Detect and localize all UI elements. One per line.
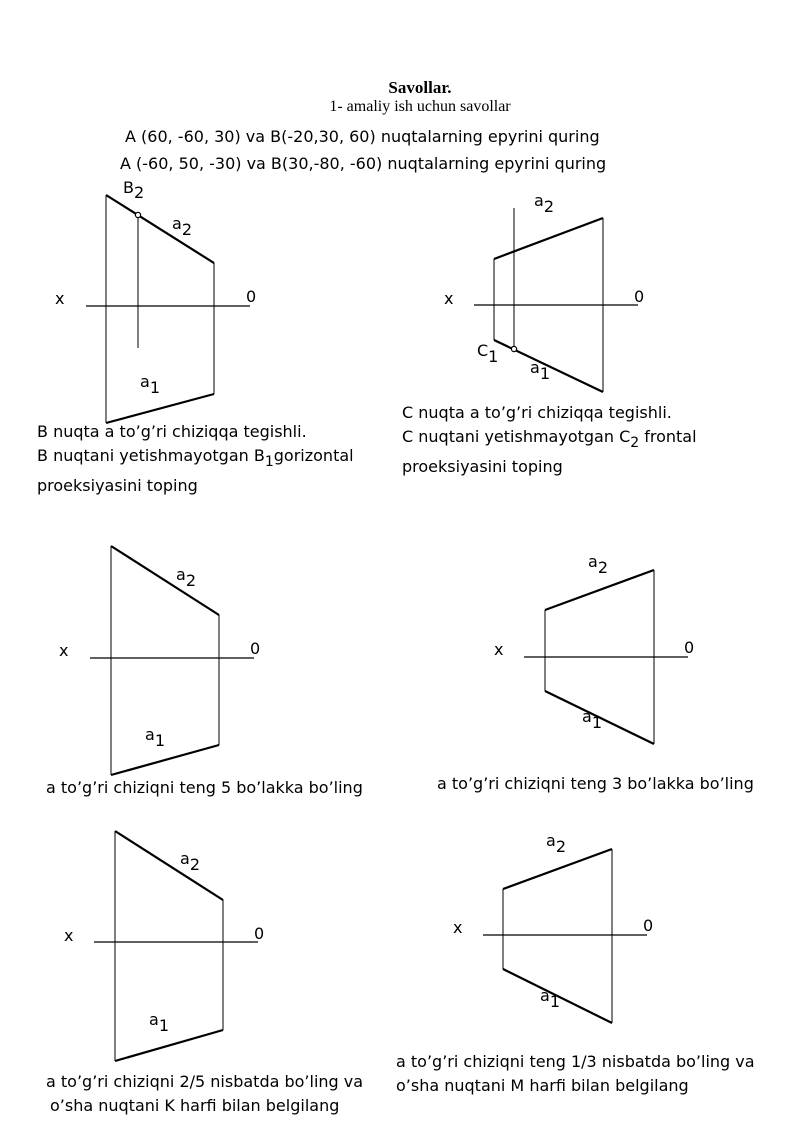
problem-6-line-2: o’sha nuqtani M harfi bilan belgilang bbox=[396, 1076, 689, 1095]
problem-2-line-1: C nuqta a to’g’ri chiziqqa tegishli. bbox=[402, 403, 672, 422]
a2-label: a2 bbox=[180, 849, 200, 874]
epure-4 bbox=[524, 570, 688, 744]
a2-label: a2 bbox=[176, 565, 196, 590]
a2-label: a2 bbox=[588, 552, 608, 577]
zero-label: 0 bbox=[643, 916, 654, 935]
x-label: x bbox=[55, 289, 65, 308]
a2-label: a2 bbox=[172, 214, 192, 239]
problem-1-line-1: B nuqta a to’g’ri chiziqqa tegishli. bbox=[37, 422, 307, 441]
a1-label: a1 bbox=[540, 986, 560, 1011]
a1-label: a1 bbox=[149, 1010, 169, 1035]
epure-1 bbox=[86, 195, 250, 423]
problem-5-line-1: a to’g’ri chiziqni 2/5 nisbatda bo’ling va bbox=[46, 1072, 364, 1091]
problem-6-caption bbox=[396, 1050, 755, 1098]
line-a2 bbox=[494, 218, 603, 259]
point-b2 bbox=[135, 212, 140, 217]
x-label: x bbox=[494, 640, 504, 659]
c1-label: C1 bbox=[477, 341, 499, 366]
a2-label: a2 bbox=[546, 831, 566, 856]
problem-6-line-1: a to’g’ri chiziqni teng 1/3 nisbatda bo’ling va bbox=[396, 1052, 755, 1071]
epure-5 bbox=[94, 831, 258, 1061]
a2-label: a2 bbox=[534, 191, 554, 216]
point-c1 bbox=[511, 346, 516, 351]
x-label: x bbox=[453, 918, 463, 937]
problem-2-caption bbox=[402, 401, 697, 479]
problem-1-caption bbox=[37, 420, 354, 498]
zero-label: 0 bbox=[246, 287, 257, 306]
labels-4 bbox=[494, 552, 694, 732]
line-a1 bbox=[111, 745, 219, 775]
a1-label: a1 bbox=[530, 358, 550, 383]
problem-1-line-3: proeksiyasini toping bbox=[37, 476, 198, 495]
x-label: x bbox=[64, 926, 74, 945]
line-a2 bbox=[111, 546, 219, 615]
zero-label: 0 bbox=[250, 639, 261, 658]
a1-label: a1 bbox=[582, 707, 602, 732]
problem-1-line-2: B nuqtani yetishmayotgan B1gorizontal bbox=[37, 446, 354, 470]
page-title: Savollar. bbox=[388, 78, 452, 97]
line-a1 bbox=[115, 1030, 223, 1061]
epure-3 bbox=[90, 546, 254, 775]
question-2: A (-60, 50, -30) va B(30,-80, -60) nuqtalarning epyrini quring bbox=[120, 154, 607, 173]
problem-3-caption: a to’g’ri chiziqni teng 5 bo’lakka bo’ling bbox=[46, 778, 363, 797]
problem-2-line-2: C nuqtani yetishmayotgan C2 frontal bbox=[402, 427, 697, 451]
b2-label: B2 bbox=[123, 178, 145, 202]
x-label: x bbox=[444, 289, 454, 308]
labels-6 bbox=[453, 831, 653, 1011]
problem-5-caption bbox=[46, 1070, 363, 1118]
page-subtitle: 1- amaliy ish uchun savollar bbox=[329, 98, 511, 115]
zero-label: 0 bbox=[254, 924, 265, 943]
x-label: x bbox=[59, 641, 69, 660]
a1-label: a1 bbox=[140, 372, 160, 397]
problem-4-caption: a to’g’ri chiziqni teng 3 bo’lakka bo’ling bbox=[437, 774, 754, 793]
problem-2-line-3: proeksiyasini toping bbox=[402, 457, 563, 476]
zero-label: 0 bbox=[684, 638, 695, 657]
line-a1 bbox=[106, 394, 214, 423]
epure-6 bbox=[483, 849, 647, 1023]
a1-label: a1 bbox=[145, 725, 165, 750]
zero-label: 0 bbox=[634, 287, 645, 306]
labels-2 bbox=[444, 191, 644, 383]
problem-5-line-2: o’sha nuqtani K harfi bilan belgilang bbox=[50, 1096, 340, 1115]
labels-1 bbox=[55, 178, 256, 397]
epure-2 bbox=[474, 208, 638, 392]
question-1: A (60, -60, 30) va B(-20,30, 60) nuqtalarning epyrini quring bbox=[125, 127, 600, 146]
line-a2 bbox=[106, 195, 214, 263]
line-a2 bbox=[115, 831, 223, 900]
